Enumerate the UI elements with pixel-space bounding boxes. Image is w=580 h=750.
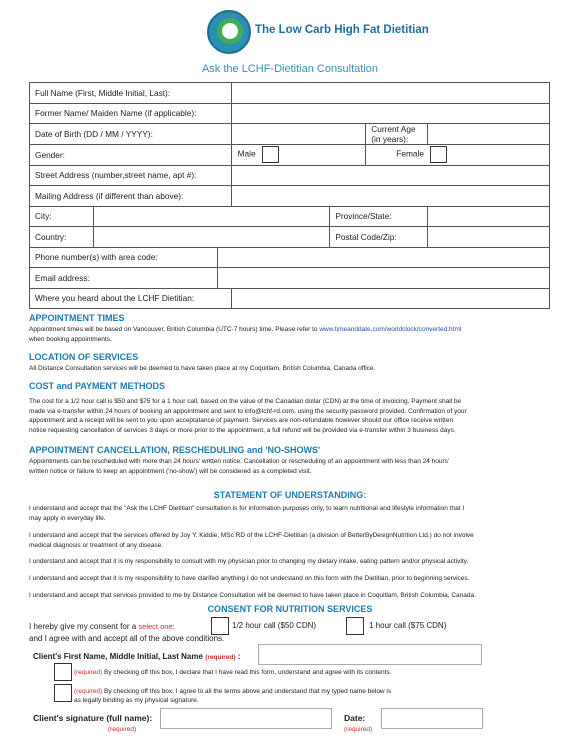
appointment-times-text-a: Appointment times will be based on Vancouver, British Columbia (UTC-7 hours) time. Please refer to xyxy=(29,326,320,333)
required-tag: (required) xyxy=(108,726,137,733)
one-hour-label: 1 hour call ($75 CDN) xyxy=(369,621,447,630)
appointment-times-heading: APPOINTMENT TIMES xyxy=(29,313,125,323)
former-name-field[interactable] xyxy=(231,103,549,124)
email-field[interactable] xyxy=(217,268,549,289)
half-hour-checkbox[interactable] xyxy=(211,617,229,635)
cost-heading: COST and PAYMENT METHODS xyxy=(29,381,166,391)
understanding-heading: STATEMENT OF UNDERSTANDING: xyxy=(213,490,367,500)
province-field[interactable] xyxy=(428,206,550,227)
cancellation-line: written notice or failure to keep an appointment ('no-show') will be considered as a completed visit. xyxy=(29,467,312,475)
client-name-label-text: Client's First Name, Middle Initial, Last Name xyxy=(33,652,203,661)
female-checkbox[interactable] xyxy=(430,146,447,163)
client-info-form xyxy=(29,82,550,309)
agree-text: and I agree with and accept all of the above conditions. xyxy=(29,634,225,643)
required-tag: (required) xyxy=(344,726,373,733)
email-label: Email address: xyxy=(30,268,218,289)
postal-field[interactable] xyxy=(428,227,550,248)
country-label: Country: xyxy=(30,227,94,248)
agree-terms-checkbox[interactable] xyxy=(54,684,72,702)
phone-label: Phone number(s) with area code: xyxy=(30,247,218,268)
agree-terms-text xyxy=(74,687,391,705)
understanding-p2 xyxy=(29,531,554,550)
mailing-label: Mailing Address (if different than above): xyxy=(30,186,232,207)
half-hour-label: 1/2 hour call ($50 CDN) xyxy=(232,621,317,630)
signature-field[interactable] xyxy=(160,708,332,729)
full-name-field[interactable] xyxy=(231,83,549,104)
page-subtitle: Ask the LCHF-Dietitian Consultation xyxy=(201,63,379,75)
logo-icon xyxy=(207,10,251,54)
gender-label: Gender: xyxy=(30,145,232,166)
understanding-p5: I understand and accept that services provided to me by Distance Consultation will be deemed to have taken place in Coquitlam, British Columbia, Canada. xyxy=(29,592,476,599)
mailing-field[interactable] xyxy=(231,186,549,207)
country-field[interactable] xyxy=(93,227,329,248)
consent-heading: CONSENT FOR NUTRITION SERVICES xyxy=(207,604,373,614)
org-name: The Low Carb High Fat Dietitian xyxy=(255,24,429,36)
gender-female xyxy=(366,145,550,166)
consent-give-label: I hereby give my consent for a xyxy=(29,622,137,631)
current-age-label: Current Age (in years): xyxy=(366,124,428,145)
male-checkbox[interactable] xyxy=(262,146,279,163)
male-label: Male xyxy=(237,148,256,159)
cost-line: made via e-transfer within 24 hours of booking an appointment and sent to info@lchf-rd.com, using the security password provided. Confirmation of your xyxy=(29,407,467,415)
agree-terms-label-2: as legally binding as my physical signature. xyxy=(74,697,199,704)
current-age-field[interactable] xyxy=(428,124,550,145)
required-tag: (required) xyxy=(74,669,103,676)
full-name-label: Full Name (First, Middle Initial, Last): xyxy=(30,83,232,104)
dob-label: Date of Birth (DD / MM / YYYY): xyxy=(30,124,232,145)
appointment-times-text xyxy=(29,325,554,344)
signature-label: Client's signature (full name): xyxy=(33,713,153,723)
understanding-line: medical diagnosis or treatment of any disease. xyxy=(29,541,164,549)
gender-male xyxy=(231,145,366,166)
one-hour-checkbox[interactable] xyxy=(346,617,364,635)
declare-label: By checking off this box, I declare that I have read this form, understand and agree with its contents. xyxy=(104,669,392,676)
cost-line: The cost for a 1/2 hour call is $50 and $75 for a 1 hour call, based on the value of the Canadian dollar (CDN) at the time of invoicing. Payment shall be xyxy=(29,398,462,405)
phone-field[interactable] xyxy=(217,247,549,268)
signature-required xyxy=(108,724,136,733)
client-name-field[interactable] xyxy=(258,644,482,665)
understanding-p1 xyxy=(29,504,554,523)
cancellation-text xyxy=(29,457,554,476)
postal-label: Postal Code/Zip: xyxy=(330,227,428,248)
city-field[interactable] xyxy=(93,206,329,227)
city-label: City: xyxy=(30,206,94,227)
required-tag: (required) xyxy=(205,654,236,661)
agree-terms-label: By checking off this box, I agree to all the terms above and understand that my typed name below is xyxy=(104,688,392,695)
location-text: All Distance Consultation services will be deemed to have taken place at my Coquitlam, British Columbia, Canada office. xyxy=(29,365,376,372)
date-label: Date: xyxy=(344,713,366,723)
cost-line: notice requesting cancellation of services 3 days or more prior to the appointment, a full refund will be provided via e-transfer within 3 business days. xyxy=(29,426,456,434)
street-label: Street Address (number,street name, apt #): xyxy=(30,165,232,186)
female-label: Female xyxy=(396,148,424,159)
timeanddate-link[interactable]: www.timeanddate.com/worldclock/converted.html xyxy=(319,326,462,333)
cancellation-line: Appointments can be rescheduled with more than 24 hours' written notice. Cancellation or rescheduling of an appointment with less than 24 hours' xyxy=(29,458,450,465)
dob-field[interactable] xyxy=(231,124,366,145)
consent-give-text xyxy=(29,622,175,631)
heard-label: Where you heard about the LCHF Dietitian: xyxy=(30,288,232,309)
cancellation-heading: APPOINTMENT CANCELLATION, RESCHEDULING and 'NO-SHOWS' xyxy=(29,445,321,455)
date-field[interactable] xyxy=(381,708,483,729)
required-tag: (required) xyxy=(74,688,103,695)
understanding-line: I understand and accept that the services offered by Joy Y. Kiddie, MSc RD of the LCHF-Dietitian (a division of BetterByDesignNutrition Ltd.) do not involve xyxy=(29,532,474,539)
cost-text xyxy=(29,397,554,435)
select-one-label: select one: xyxy=(138,622,175,631)
understanding-line: may apply in everyday life. xyxy=(29,514,106,522)
understanding-line: I understand and accept that the "Ask the LCHF Dietitian" consultation is for information purposes only, to learn nutritional and lifestyle information that I xyxy=(29,505,465,512)
appointment-times-text-b: when booking appointments. xyxy=(29,335,112,343)
former-name-label: Former Name/ Maiden Name (if applicable): xyxy=(30,103,232,124)
street-field[interactable] xyxy=(231,165,549,186)
understanding-p3: I understand and accept that it is my responsibility to consult with my physician prior to changing my dietary intake, eating pattern and/or physical activity. xyxy=(29,558,469,565)
declare-checkbox[interactable] xyxy=(54,663,72,681)
date-required xyxy=(344,724,372,733)
client-name-label: Client's First Name, Middle Initial, Last Name (required) : xyxy=(33,652,241,661)
cost-line: appointment and a receipt will be sent to you upon acceptatance of payment. Services are non-refundable however should our office receive written xyxy=(29,417,454,424)
declare-text xyxy=(74,669,392,676)
province-label: Province/State: xyxy=(330,206,428,227)
understanding-p4: I understand and accept that it is my responsibility to have clarifed anything I do not understand on this form with the Dietitian, prior to beginning services. xyxy=(29,575,470,582)
location-heading: LOCATION OF SERVICES xyxy=(29,352,139,362)
heard-field[interactable] xyxy=(231,288,549,309)
